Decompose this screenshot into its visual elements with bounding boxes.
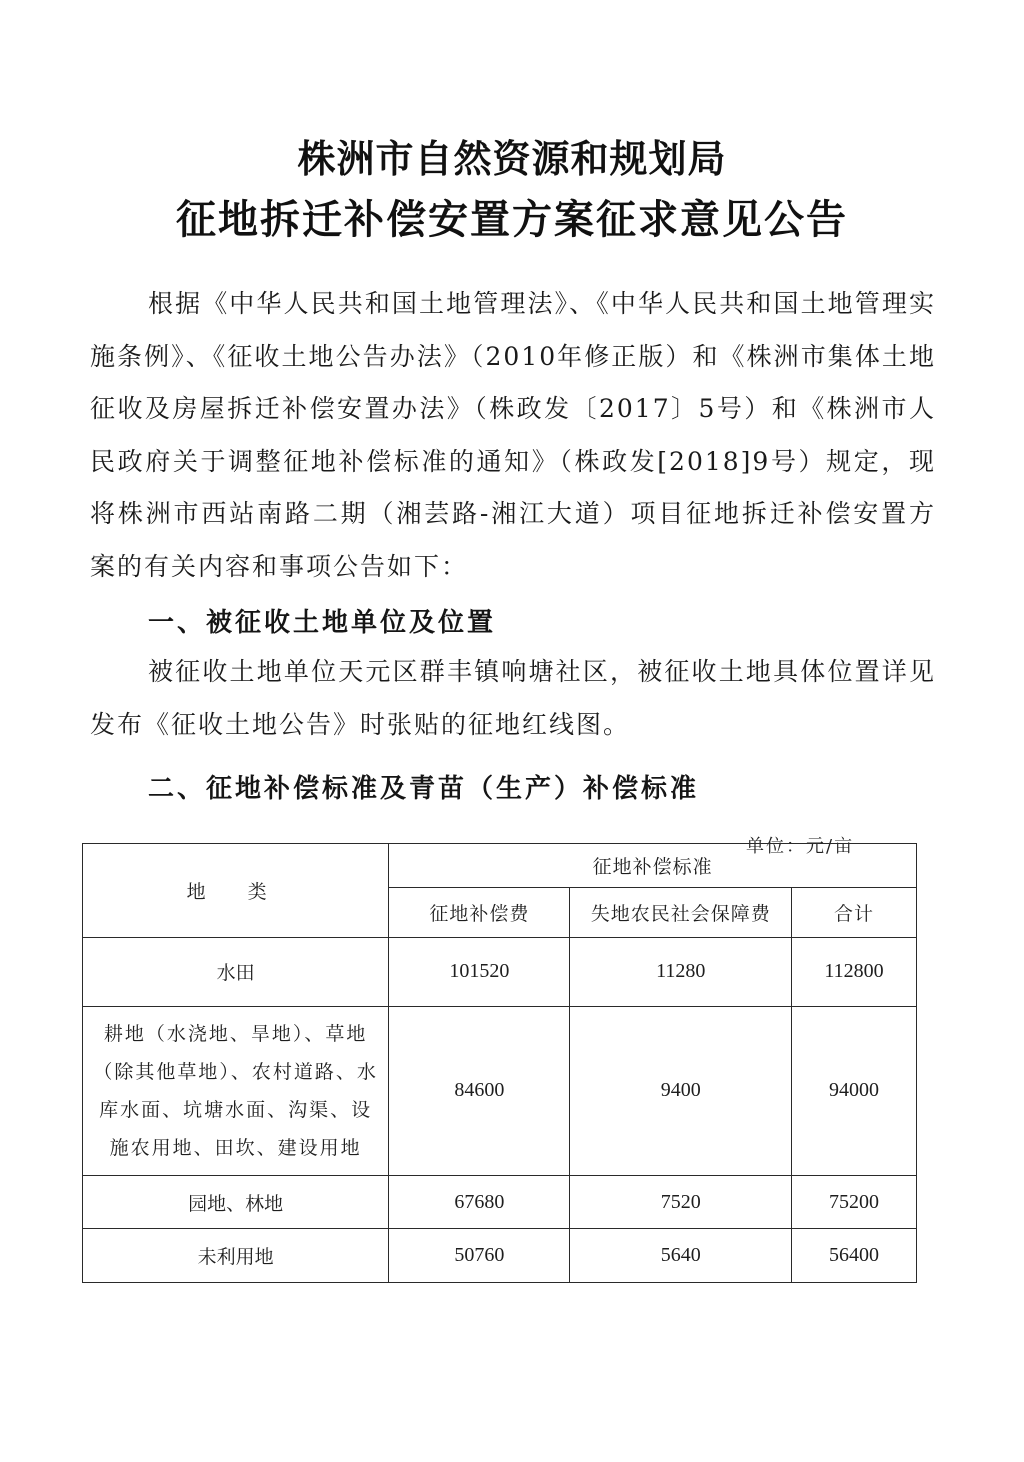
social-security-cell: 11280 xyxy=(570,938,792,1007)
header-total: 合计 xyxy=(792,887,917,937)
table-row xyxy=(83,1175,917,1229)
table-row xyxy=(83,1229,917,1283)
header-land-type: 地 类 xyxy=(83,844,389,938)
section2-heading: 二、征地补偿标准及青苗（生产）补偿标准 xyxy=(148,774,700,804)
header-compensation-standard: 征地补偿标准 xyxy=(389,844,917,888)
table-row xyxy=(83,938,917,1007)
social-security-cell: 5640 xyxy=(570,1229,792,1283)
land-type-cell: 未利用地 xyxy=(83,1229,389,1283)
document-title-line1: 株洲市自然资源和规划局 xyxy=(297,137,727,181)
compensation-fee-cell: 84600 xyxy=(389,1006,570,1175)
compensation-fee-cell: 67680 xyxy=(389,1175,570,1229)
land-type-cell: 水田 xyxy=(83,938,389,1007)
section1-paragraph: 被征收土地单位天元区群丰镇响塘社区，被征收土地具体位置详见发布《征收土地公告》时张贴的征地红线图。 xyxy=(90,657,936,739)
section1-heading: 一、被征收土地单位及位置 xyxy=(148,608,497,638)
compensation-table xyxy=(82,843,917,1283)
intro-paragraph: 根据《中华人民共和国土地管理法》、《中华人民共和国土地管理实施条例》、《征收土地公告办法》（2010年修正版）和《株洲市集体土地征收及房屋拆迁补偿安置办法》（株政发〔2017〕5号）和《株洲市人民政府关于调整征地补偿标准的通知》（株政发[2018]9号）规定，现将株洲市西站南路二期（湘芸路-湘江大道）项目征地拆迁补偿安置方案的有关内容和事项公告如下： xyxy=(90,289,936,581)
header-social-security-fee: 失地农民社会保障费 xyxy=(570,887,792,937)
social-security-cell: 9400 xyxy=(570,1006,792,1175)
land-type-cell: 耕地（水浇地、旱地）、草地（除其他草地）、农村道路、水库水面、坑塘水面、沟渠、设施农用地、田坎、建设用地 xyxy=(83,1006,389,1175)
land-type-cell: 园地、林地 xyxy=(83,1175,389,1229)
total-cell: 112800 xyxy=(792,938,917,1007)
total-cell: 75200 xyxy=(792,1175,917,1229)
total-cell: 56400 xyxy=(792,1229,917,1283)
total-cell: 94000 xyxy=(792,1006,917,1175)
header-land-compensation-fee: 征地补偿费 xyxy=(389,887,570,937)
social-security-cell: 7520 xyxy=(570,1175,792,1229)
table-row xyxy=(83,1006,917,1175)
compensation-fee-cell: 50760 xyxy=(389,1229,570,1283)
compensation-fee-cell: 101520 xyxy=(389,938,570,1007)
unit-label: 单位：元/亩 xyxy=(746,836,855,857)
document-title-line2: 征地拆迁补偿安置方案征求意见公告 xyxy=(176,197,848,243)
